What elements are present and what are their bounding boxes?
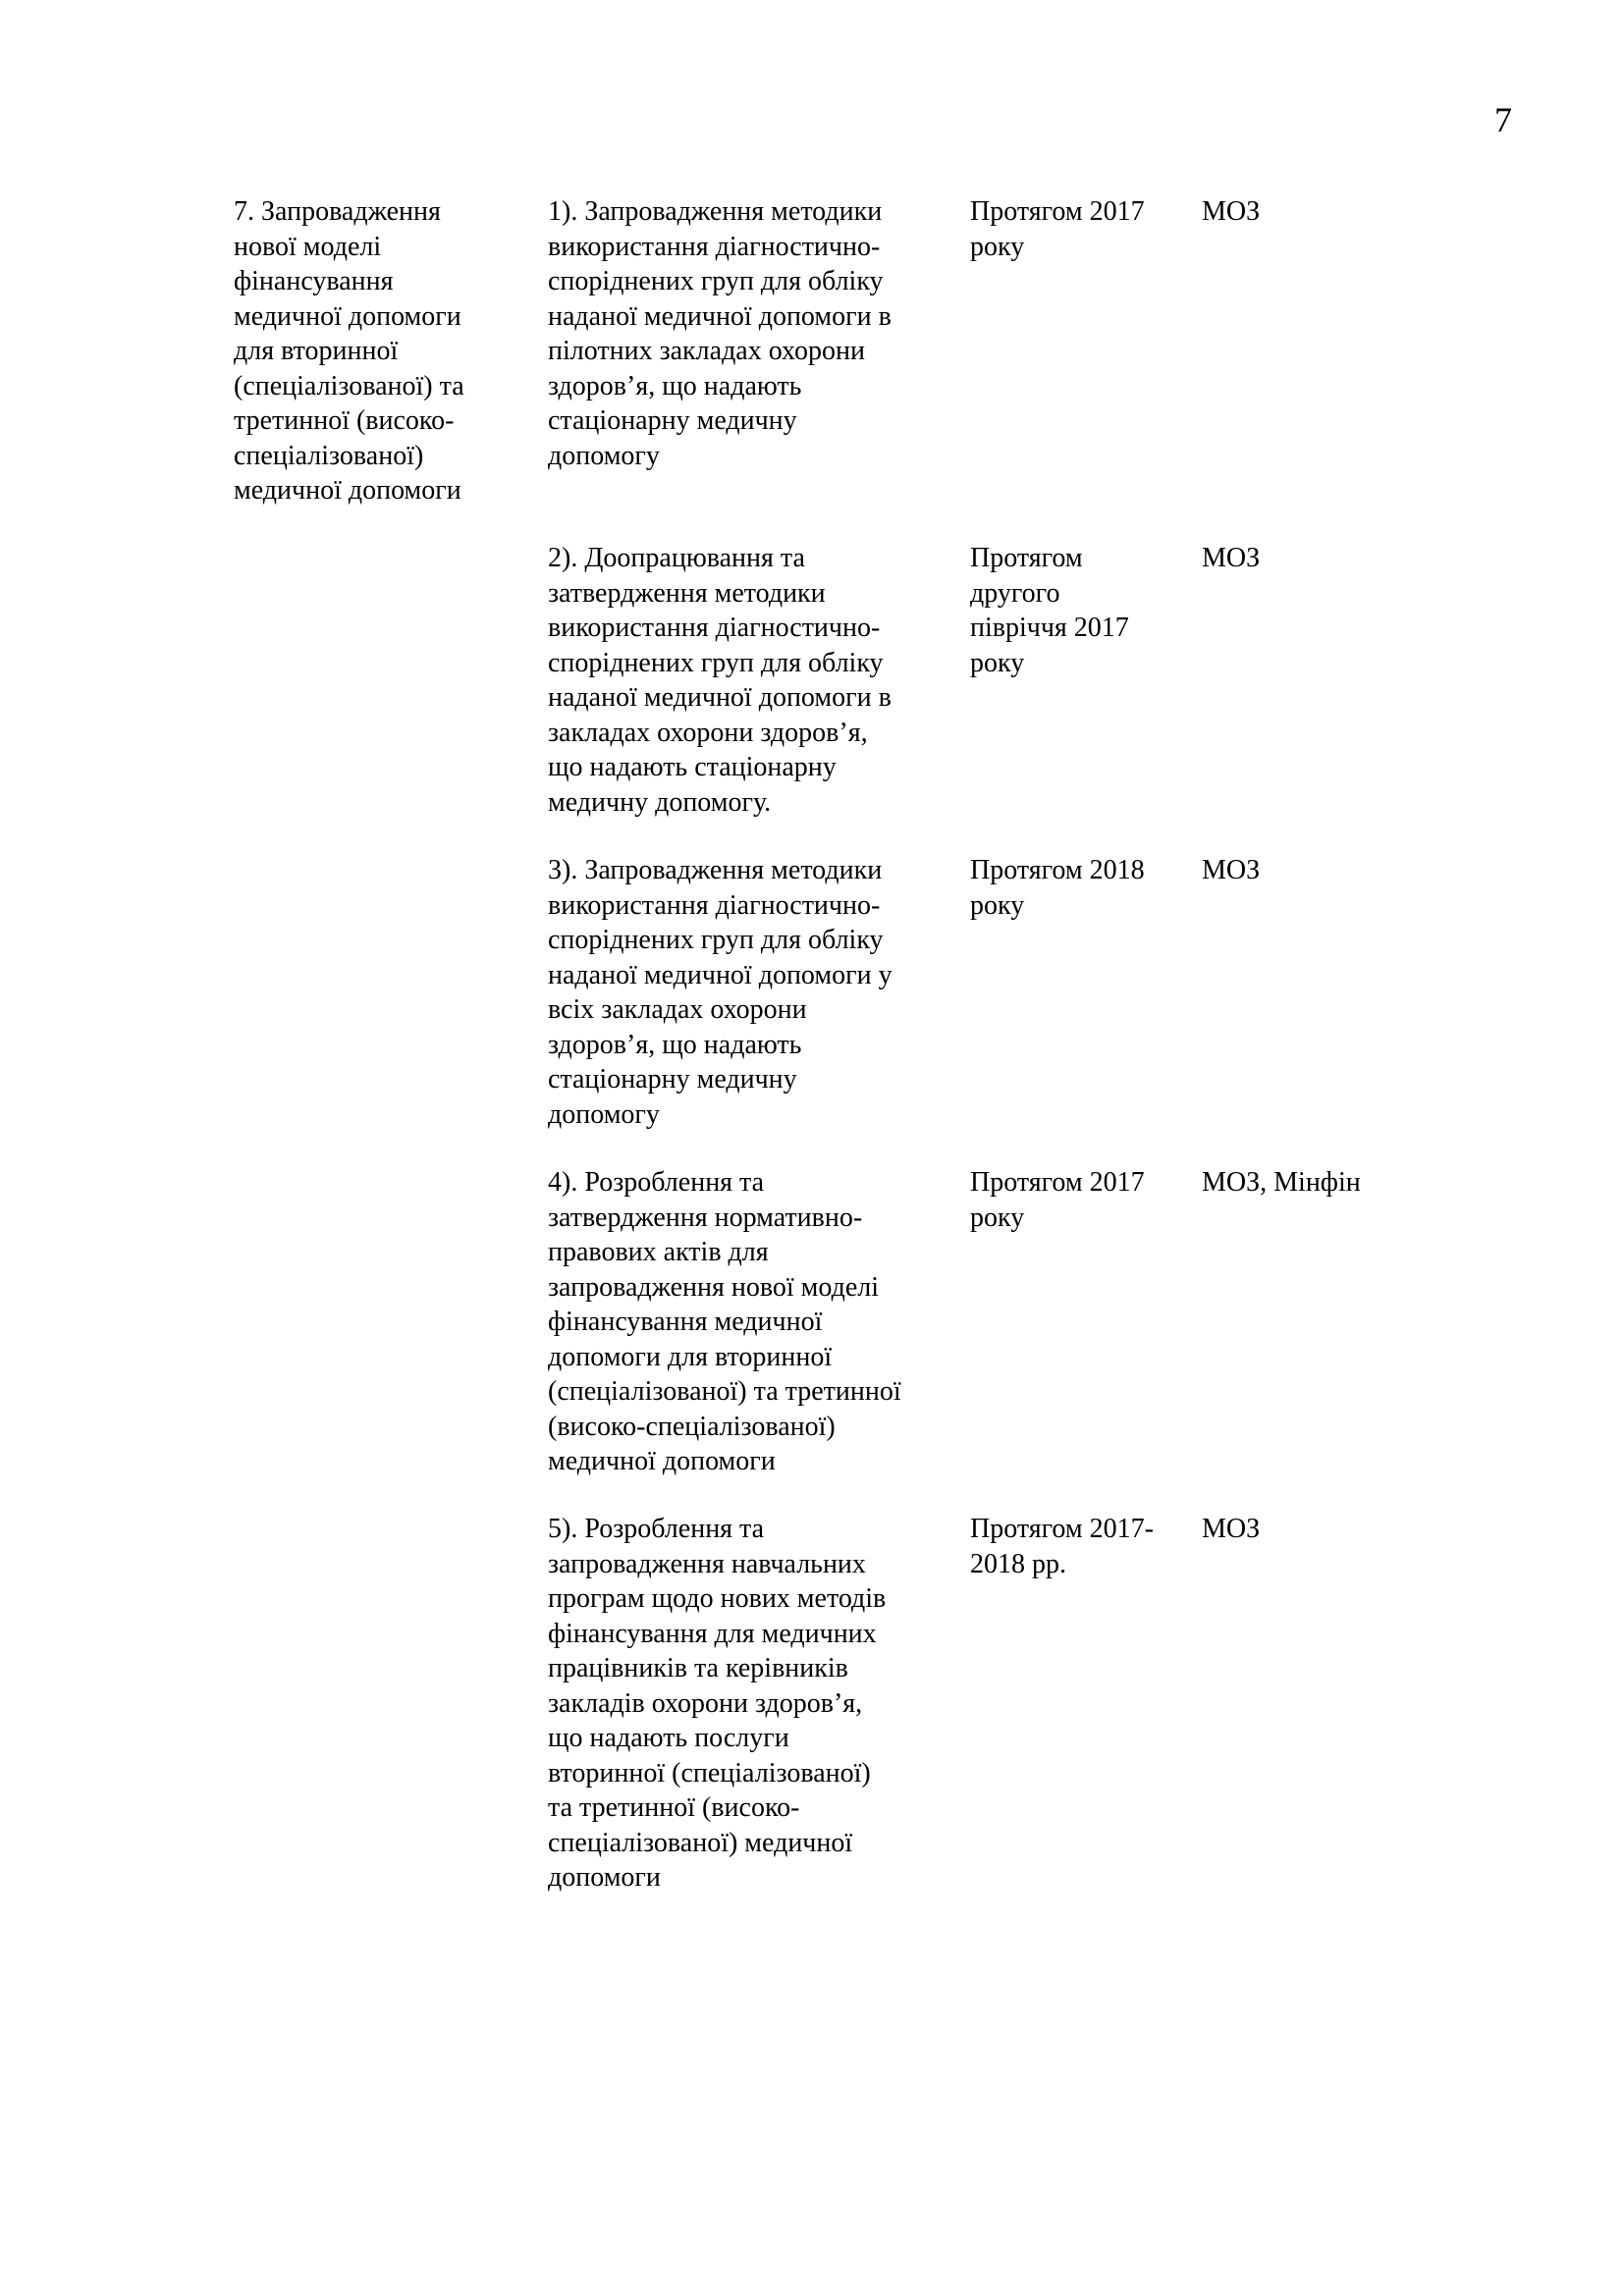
page-number: 7: [1494, 100, 1512, 139]
term-cell-5: Протягом 2017- 2018 рр.: [970, 1514, 1154, 1579]
responsible-cell-5: МОЗ: [1202, 1514, 1261, 1544]
term-cell-2: Протягом другого півріччя 2017 року: [970, 543, 1129, 678]
measure-cell-4: 4). Розроблення та затвердження нормативно- правових актів для запровадження нової моделі фінансування медичної допомоги для вторинної (спеціалізованої) та третинної (високо-спеціалізованої) медичної допомоги: [548, 1167, 901, 1476]
responsible-cell-2: МОЗ: [1202, 543, 1261, 573]
measure-cell-5: 5). Розроблення та запровадження навчальних програм щодо нових методів фінансування для медичних працівників та керівників закладів охорони здоров’я, що надають послуги вторинної (спеціалізованої) та третинної (високо- спеціалізованої) медичної допомоги: [548, 1514, 887, 1893]
measure-cell-3: 3). Запровадження методики використання діагностично- споріднених груп для обліку наданої медичної допомоги у всіх закладах охорони здоров’я, що надають стаціонарну медичну допомогу: [548, 855, 893, 1130]
responsible-cell-4: МОЗ, Мінфін: [1202, 1167, 1361, 1198]
measure-cell-2: 2). Доопрацювання та затвердження методики використання діагностично- споріднених груп для обліку наданої медичної допомоги в закладах охорони здоров’я, що надають стаціонарну медичну допомогу.: [548, 543, 892, 818]
objective-cell: 7. Запровадження нової моделі фінансування медичної допомоги для вторинної (спеціалізованої) та третинної (високо- спеціалізованої) медичної допомоги: [234, 196, 464, 506]
responsible-cell-1: МОЗ: [1202, 196, 1261, 227]
term-cell-3: Протягом 2018 року: [970, 855, 1145, 921]
responsible-cell-3: МОЗ: [1202, 855, 1261, 885]
measure-cell-1: 1). Запровадження методики використання діагностично- споріднених груп для обліку наданої медичної допомоги в пілотних закладах охорони здоров’я, що надають стаціонарну медичну допомогу: [548, 196, 892, 471]
term-cell-4: Протягом 2017 року: [970, 1167, 1145, 1233]
term-cell-1: Протягом 2017 року: [970, 196, 1145, 262]
